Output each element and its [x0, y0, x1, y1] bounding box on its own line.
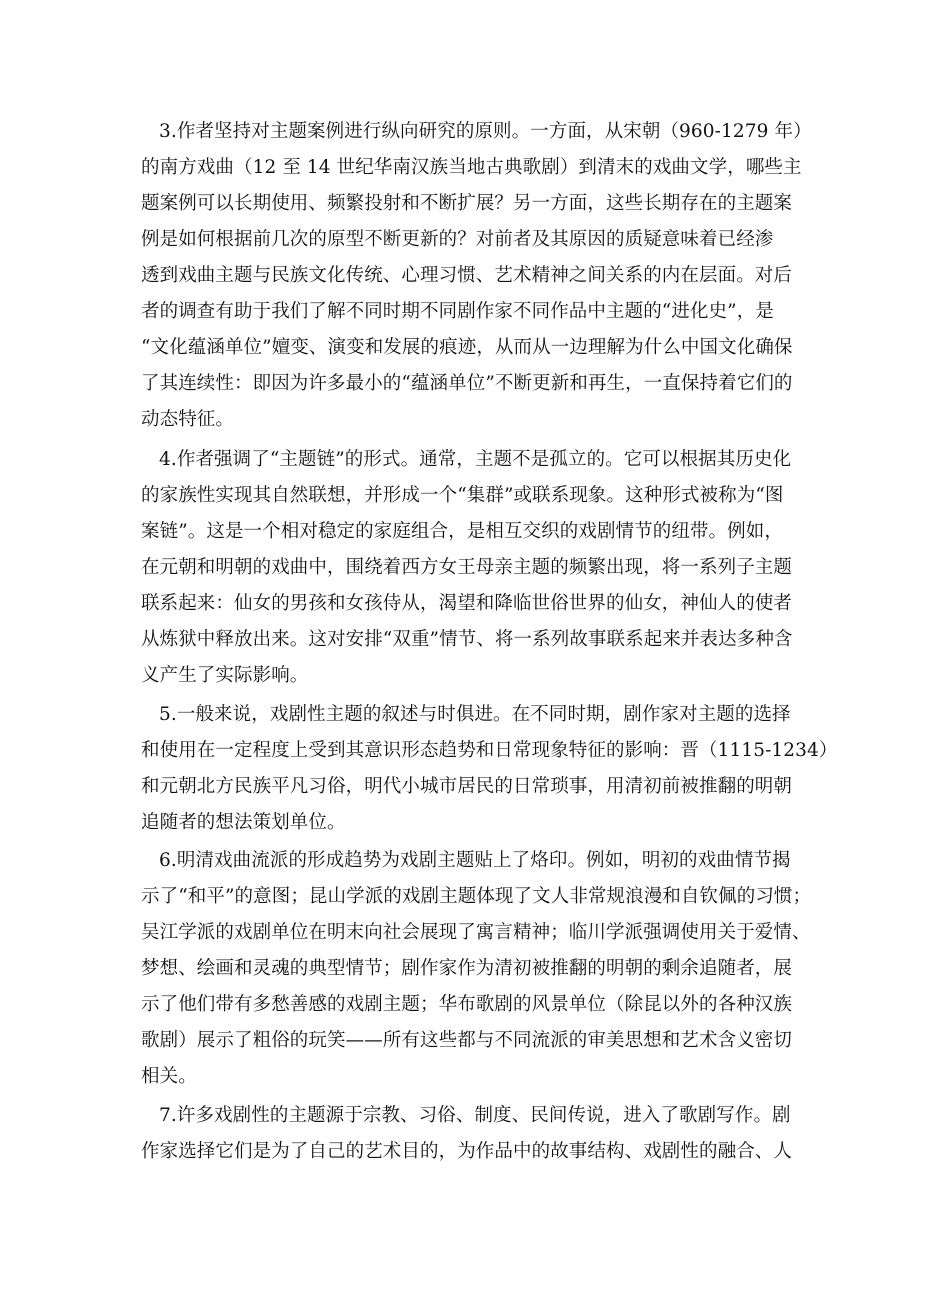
text-line: 者的调查有助于我们了解不同时期不同剧作家不同作品中主题的“进化史”，是: [141, 301, 774, 322]
text-line: 7.许多戏剧性的主题源于宗教、习俗、制度、民间传说，进入了歌剧写作。剧: [159, 1105, 791, 1126]
text-line: 的南方戏曲（12 至 14 世纪华南汉族当地古典歌剧）到清末的戏曲文学，哪些主: [141, 157, 802, 178]
text-line: 的家族性实现其自然联想，并形成一个“集群”或联系现象。这种形式被称为“图: [141, 485, 784, 506]
text-line: 追随者的想法策划单位。: [141, 812, 346, 833]
text-line: 透到戏曲主题与民族文化传统、心理习惯、艺术精神之间关系的内在层面。对后: [141, 265, 793, 286]
text-line: 了其连续性：即因为许多最小的“蕴涵单位”不断更新和再生，一直保持着它们的: [141, 373, 793, 394]
text-line: 义产生了实际影响。: [141, 665, 309, 686]
text-line: 6.明清戏曲流派的形成趋势为戏剧主题贴上了烙印。例如，明初的戏曲情节揭: [159, 850, 791, 871]
text-line: 5.一般来说，戏剧性主题的叙述与时俱进。在不同时期，剧作家对主题的选择: [159, 704, 791, 725]
text-line: 示了他们带有多愁善感的戏剧主题；华布歌剧的风景单位（除昆以外的各种汉族: [141, 994, 793, 1015]
text-line: “文化蕴涵单位”嬗变、演变和发展的痕迹，从而从一边理解为什么中国文化确保: [141, 337, 793, 358]
text-line: 4.作者强调了“主题链”的形式。通常，主题不是孤立的。它可以根据其历史化: [159, 449, 792, 470]
text-line: 在元朝和明朝的戏曲中，围绕着西方女王母亲主题的频繁出现，将一系列子主题: [141, 557, 793, 578]
text-line: 从炼狱中释放出来。这对安排“双重”情节、将一系列故事联系起来并表达多种含: [141, 629, 793, 650]
text-line: 作家选择它们是为了自己的艺术目的，为作品中的故事结构、戏剧性的融合、人: [141, 1141, 793, 1162]
text-line: 吴江学派的戏剧单位在明末向社会展现了寓言精神；临川学派强调使用关于爱情、: [141, 922, 811, 943]
text-line: 示了“和平”的意图；昆山学派的戏剧主题体现了文人非常规浪漫和自钦佩的习惯；: [141, 886, 812, 907]
text-line: 动态特征。: [141, 409, 235, 430]
text-line: 案链”。这是一个相对稳定的家庭组合，是相互交织的戏剧情节的纽带。例如，: [141, 521, 783, 542]
text-line: 题案例可以长期使用、频繁投射和不断扩展？另一方面，这些长期存在的主题案: [141, 193, 793, 214]
text-line: 梦想、绘画和灵魂的典型情节；剧作家作为清初被推翻的明朝的剩余追随者，展: [141, 958, 793, 979]
text-line: 和元朝北方民族平凡习俗，明代小城市居民的日常琐事，用清初前被推翻的明朝: [141, 776, 793, 797]
text-line: 3.作者坚持对主题案例进行纵向研究的原则。一方面，从宋朝（960-1279 年）: [159, 121, 812, 142]
text-line: 相关。: [141, 1066, 197, 1087]
text-line: 联系起来：仙女的男孩和女孩侍从，渴望和降临世俗世界的仙女，神仙人的使者: [141, 593, 793, 614]
text-line: 和使用在一定程度上受到其意识形态趋势和日常现象特征的影响：晋（1115-1234）: [141, 740, 838, 761]
text-line: 例是如何根据前几次的原型不断更新的？对前者及其原因的质疑意味着已经渗: [141, 229, 774, 250]
text-line: 歌剧）展示了粗俗的玩笑——所有这些都与不同流派的审美思想和艺术含义密切: [141, 1030, 793, 1051]
